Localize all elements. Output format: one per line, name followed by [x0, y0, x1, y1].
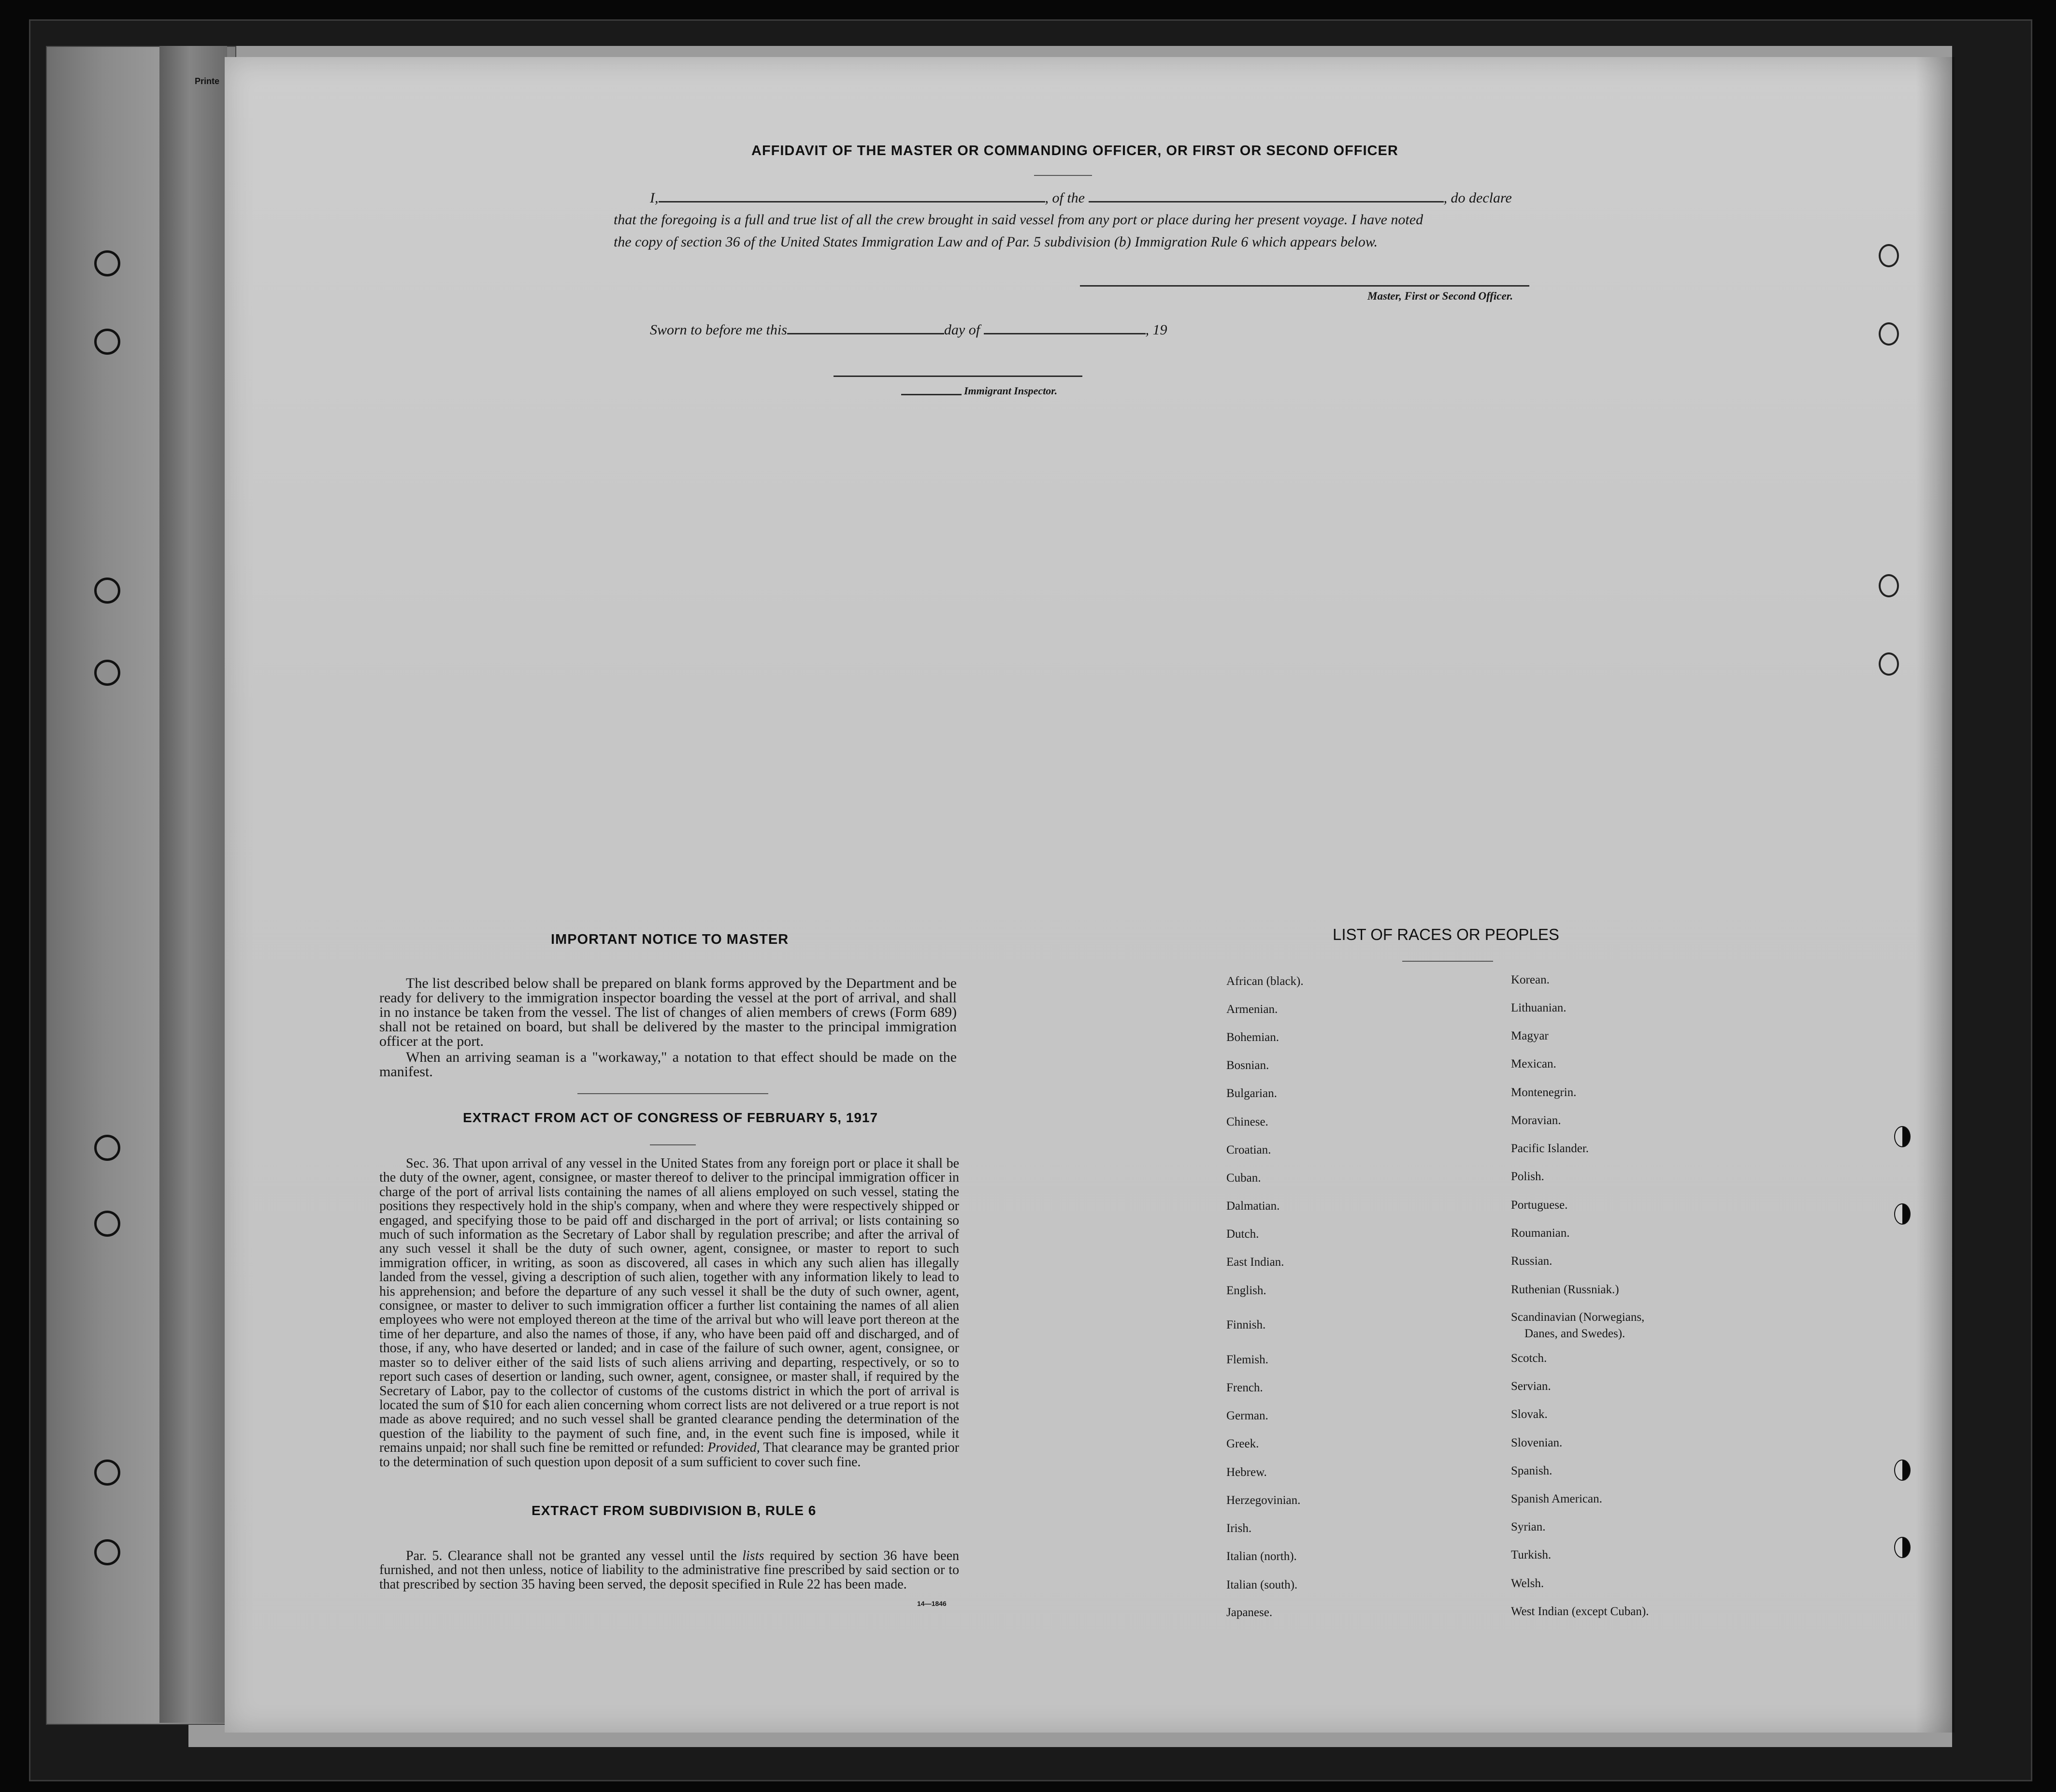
race-item: German.	[1226, 1409, 1268, 1422]
race-item: Slovenian.	[1511, 1436, 1563, 1449]
race-item: Scandinavian (Norwegians,	[1511, 1311, 1645, 1324]
notice-title: IMPORTANT NOTICE TO MASTER	[551, 932, 789, 947]
punch-hole	[94, 1539, 120, 1565]
race-item: Servian.	[1511, 1380, 1551, 1393]
punch-hole	[1879, 652, 1899, 676]
affidavit-of-the: , of the	[1045, 190, 1085, 206]
race-item: Italian (south).	[1226, 1578, 1298, 1591]
race-item: Montenegrin.	[1511, 1086, 1577, 1099]
affidavit-declaration-line	[650, 188, 1553, 206]
affidavit-line-3: the copy of section 36 of the United States Immigration Law and of Par. 5 subdivision (b) Immigration Rule 6 which appears below.	[614, 234, 1378, 250]
form-number: 14—1846	[917, 1600, 947, 1607]
rule-6-text	[379, 1549, 959, 1591]
race-item: Roumanian.	[1511, 1227, 1570, 1240]
race-item: Dutch.	[1226, 1228, 1259, 1241]
punch-hole	[94, 1460, 120, 1486]
sworn-line	[650, 320, 1167, 338]
affidavit-title: AFFIDAVIT OF THE MASTER OR COMMANDING OFFICER, OR FIRST OR SECOND OFFICER	[751, 143, 1398, 159]
notice-paragraph-1: The list described below shall be prepared on blank forms approved by the Department and be ready for delivery to the immigration inspector boarding the vessel at the port of arrival, and shall in no instance be taken from the vessel. The list of changes of alien members of crews (Form 689) shall not be retained on board, but shall be delivered by the master to the principal immigration officer at the port.	[379, 975, 957, 1049]
race-item: Lithuanian.	[1511, 1001, 1567, 1014]
day-blank	[787, 320, 944, 334]
race-item: Greek.	[1226, 1437, 1259, 1450]
rule-6-post: required by section 36 have been furnished, and not then unless, notice of liability to the administrative fine prescribed by said section or to that prescribed by section 35 having been served, the deposit specified in Rule 22 has been made.	[379, 1548, 960, 1592]
race-item: Polish.	[1511, 1170, 1544, 1183]
punch-hole	[94, 660, 120, 686]
race-item: Slovak.	[1511, 1408, 1548, 1421]
race-item: Bohemian.	[1226, 1031, 1280, 1044]
race-item: French.	[1226, 1381, 1263, 1394]
binder-strip	[159, 46, 227, 1723]
divider	[1402, 961, 1493, 962]
race-item: Scotch.	[1511, 1352, 1547, 1365]
sworn-label: Sworn to before me this	[650, 322, 787, 338]
race-item: Mexican.	[1511, 1057, 1556, 1070]
rule-6-pre: Par. 5. Clearance shall not be granted any vessel until the	[406, 1548, 737, 1563]
year-label: , 19	[1145, 322, 1167, 338]
inspector-caption: Immigrant Inspector.	[964, 385, 1058, 397]
signature-line	[1080, 285, 1529, 287]
race-item: Japanese.	[1226, 1606, 1273, 1619]
page-shadow	[1916, 57, 1955, 1733]
divider	[577, 1093, 768, 1094]
race-item: English.	[1226, 1284, 1266, 1297]
master-name-blank	[659, 188, 1045, 202]
margin-tab-text: Printe	[195, 76, 220, 86]
section-36-proviso: That clearance may be granted prior to the determination of such question upon deposit of a sum sufficient to cover such fine.	[379, 1440, 960, 1470]
punch-hole	[1894, 1537, 1911, 1558]
affidavit-do-declare: , do declare	[1443, 190, 1512, 206]
race-item: Russian.	[1511, 1255, 1553, 1268]
provided-word: Provided,	[707, 1440, 760, 1456]
race-item: Ruthenian (Russniak.)	[1511, 1283, 1619, 1296]
race-item: Cuban.	[1226, 1171, 1261, 1185]
affidavit-i: I,	[650, 190, 659, 206]
day-of-label: day of	[944, 322, 980, 338]
vessel-name-blank	[1089, 188, 1444, 202]
race-item: Bulgarian.	[1226, 1087, 1277, 1100]
race-item: Korean.	[1511, 973, 1550, 986]
punch-hole	[94, 578, 120, 604]
race-item: East Indian.	[1226, 1256, 1284, 1269]
signature-caption: Master, First or Second Officer.	[1367, 290, 1513, 302]
race-item: Syrian.	[1511, 1520, 1546, 1533]
race-item: Irish.	[1226, 1522, 1252, 1535]
race-item: Turkish.	[1511, 1548, 1552, 1561]
race-item: Hebrew.	[1226, 1466, 1267, 1479]
punch-hole	[94, 329, 120, 355]
race-item: Moravian.	[1511, 1114, 1561, 1127]
race-item: Welsh.	[1511, 1577, 1544, 1590]
punch-hole	[1879, 322, 1899, 346]
races-title: LIST OF RACES OR PEOPLES	[1333, 925, 1559, 943]
punch-hole	[1879, 574, 1899, 597]
race-item: Herzegovinian.	[1226, 1494, 1301, 1507]
notice-paragraph-2: When an arriving seaman is a "workaway," a notation to that effect should be made on the manifest.	[379, 1049, 957, 1080]
race-item: Italian (north).	[1226, 1550, 1297, 1563]
punch-hole	[1894, 1203, 1911, 1225]
rule-extract-title: EXTRACT FROM SUBDIVISION B, RULE 6	[532, 1503, 817, 1518]
race-item: West Indian (except Cuban).	[1511, 1605, 1649, 1618]
act-extract-title: EXTRACT FROM ACT OF CONGRESS OF FEBRUARY 5, 1917	[463, 1110, 878, 1125]
race-continuation: Danes, and Swedes).	[1524, 1327, 1625, 1340]
race-item: Pacific Islander.	[1511, 1142, 1589, 1155]
race-item: Chinese.	[1226, 1115, 1268, 1128]
divider	[650, 1144, 696, 1145]
punch-hole	[1879, 244, 1899, 267]
race-item: Armenian.	[1226, 1003, 1278, 1016]
punch-hole	[1894, 1460, 1911, 1481]
punch-hole	[94, 250, 120, 276]
race-item: Spanish American.	[1511, 1492, 1602, 1505]
race-item: Croatian.	[1226, 1143, 1271, 1156]
race-item: Magyar	[1511, 1029, 1549, 1042]
divider	[1034, 175, 1092, 176]
race-item: Finnish.	[1226, 1318, 1266, 1331]
section-36-text	[379, 1156, 959, 1469]
section-36-body: That upon arrival of any vessel in the United States from any foreign port or place it shall be the duty of the owner, agent, consignee, or master thereof to deliver to the principal immigration officer in charge of the port of arrival lists containing the names of all aliens employed on such vessel, stating the positions they respectively hold in the ship's company, when and where they were respectively shipped or engaged, and specifying those to be paid off and discharged in the port of arrival; or lists containing so much of such information as the Secretary of Labor shall by regulation prescribe; and after the arrival of any such vessel it shall be the duty of such owner, agent, consignee, or master to report to such immigration officer, in writing, as soon as discovered, all cases in which any such alien has illegally landed from the vessel, giving a description of such alien, together with any information likely to lead to his apprehension; and before the departure of any such vessel it shall be the duty of such owner, agent, consignee, or master to deliver to such immigration officer a further list containing the names of all alien employees who were not employed thereon at the time of the arrival but who will leave port thereon at the time of her departure, and also the names of those, if any, who have been paid off and discharged, and of those, if any, who have deserted or landed; and in case of the failure of such owner, agent, consignee, or master so to deliver either of the said lists of such aliens arriving and departing, respectively, or so to report such cases of desertion or landing, such owner, agent, consignee, or master shall, if required by the Secretary of Labor, pay to the collector of customs of the customs district in which the port of arrival is located the sum of $10 for each alien concerning whom correct lists are not delivered or a true report is not made as above required; and no such vessel shall be granted clearance pending the determination of the question of the liability to the payment of such fine, and, in the event such fine is imposed, while it remains unpaid; nor shall such fine be remitted or refunded:	[379, 1156, 960, 1456]
race-item: Spanish.	[1511, 1464, 1553, 1477]
punch-hole	[1894, 1126, 1911, 1147]
race-item: Flemish.	[1226, 1353, 1268, 1366]
race-item: Portuguese.	[1511, 1199, 1568, 1212]
affidavit-line-2: that the foregoing is a full and true list of all the crew brought in said vessel from any port or place during her present voyage. I have noted	[614, 212, 1423, 228]
inspector-caption-line	[901, 394, 962, 395]
race-item: Dalmatian.	[1226, 1199, 1280, 1213]
race-item: African (black).	[1226, 975, 1304, 988]
race-item: Bosnian.	[1226, 1059, 1269, 1072]
section-label: Sec. 36.	[406, 1156, 450, 1171]
lists-word: lists	[742, 1548, 764, 1563]
manifest-page	[225, 57, 1952, 1733]
punch-hole	[94, 1211, 120, 1237]
inspector-signature-line	[834, 376, 1082, 377]
month-blank	[984, 320, 1146, 334]
punch-hole	[94, 1135, 120, 1161]
